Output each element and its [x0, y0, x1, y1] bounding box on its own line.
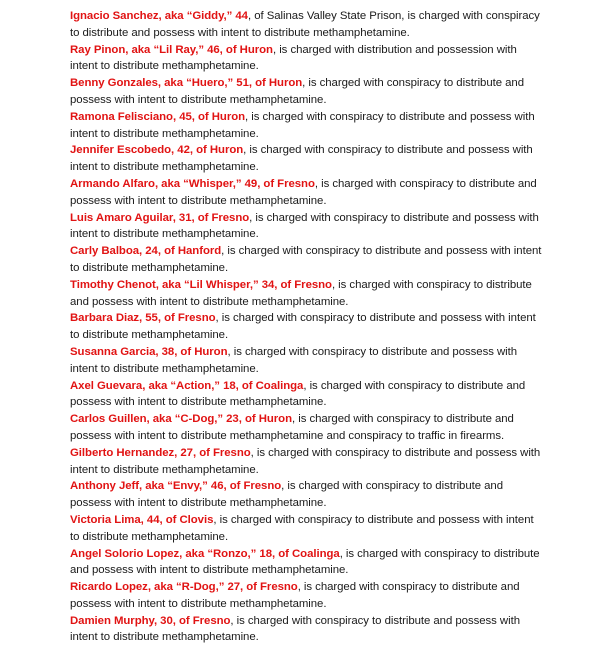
defendant-name: Ray Pinon, aka “Lil Ray,” 46, of Huron — [70, 43, 273, 56]
charge-text: , is charged with conspiracy to distribute and possess with intent to distribute methamphetamine. — [70, 177, 537, 207]
charge-text: , is charged with conspiracy to distribute and possess with intent to distribute methamphetamine. — [70, 312, 536, 342]
charge-text: , is charged with conspiracy to distribute and possess with intent to distribute methamphetamine. — [70, 245, 542, 274]
defendant-name: Carlos Guillen, aka “C-Dog,” 23, of Huron — [70, 413, 292, 426]
charge-text: , is charged with conspiracy to distribute and possess with intent to distribute methamphetamine. — [70, 379, 526, 409]
defendant-name: Damien Murphy, 30, of Fresno — [70, 614, 231, 627]
list-item — [70, 512, 542, 546]
list-item — [70, 310, 542, 344]
charge-text: , is charged with conspiracy to distribute and possess with intent to distribute methamphetamine. — [70, 144, 533, 174]
defendant-name: Armando Alfaro, aka “Whisper,” 49, of Fresno — [70, 177, 315, 190]
charge-text: , is charged with conspiracy to distribute and possess with intent to distribute methamphetamine. — [70, 513, 534, 543]
defendant-name: Jennifer Escobedo, 42, of Huron — [70, 144, 244, 157]
defendant-name: Anthony Jeff, aka “Envy,” 46, of Fresno — [70, 480, 282, 493]
charge-text: , is charged with conspiracy to distribute and possess with intent to distribute methamphetamine. — [70, 110, 535, 140]
list-item — [70, 478, 542, 512]
defendant-name: Timothy Chenot, aka “Lil Whisper,” 34, of Fresno — [70, 278, 332, 291]
charge-text: , is charged with conspiracy to distribute and possess with intent to distribute methamphetamine. — [70, 77, 524, 106]
list-item — [70, 411, 542, 445]
list-item — [70, 579, 542, 613]
charge-text: , of Salinas Valley State Prison, is charged with conspiracy to distribute and possess with intent to distribute methamphetamine. — [70, 10, 540, 39]
defendant-name: Benny Gonzales, aka “Huero,” 51, of Huron — [70, 77, 303, 90]
list-item — [70, 243, 542, 277]
defendant-name: Gilberto Hernandez, 27, of Fresno — [70, 446, 251, 459]
list-item — [70, 42, 542, 76]
charge-text: , is charged with conspiracy to distribute and possess with intent to distribute methamphetamine and conspiracy to traffic in firearms. — [70, 413, 514, 442]
defendant-name: Carly Balboa, 24, of Hanford — [70, 245, 222, 258]
charge-text: , is charged with conspiracy to distribute and possess with intent to distribute methamphetamine. — [70, 547, 540, 577]
charge-text: , is charged with distribution and possession with intent to distribute methamphetamine. — [70, 43, 517, 73]
charge-text: , is charged with conspiracy to distribute and possess with intent to distribute methamphetamine. — [70, 614, 520, 644]
list-item — [70, 75, 542, 109]
list-item — [70, 176, 542, 210]
defendant-name: Victoria Lima, 44, of Clovis — [70, 513, 214, 526]
charge-text: , is charged with conspiracy to distribute and possess with intent to distribute methamphetamine. — [70, 446, 541, 476]
list-item — [70, 210, 542, 244]
list-item — [70, 445, 542, 479]
defendant-name: Axel Guevara, aka “Action,” 18, of Coalinga — [70, 379, 304, 392]
list-item — [70, 378, 542, 412]
list-item — [70, 8, 542, 42]
charge-text: , is charged with conspiracy to distribute and possess with intent to distribute methamphetamine. — [70, 480, 503, 510]
defendant-name: Barbara Diaz, 55, of Fresno — [70, 312, 216, 325]
defendant-name: Ramona Felisciano, 45, of Huron — [70, 110, 246, 123]
list-item — [70, 142, 542, 176]
defendant-name: Ricardo Lopez, aka “R-Dog,” 27, of Fresno — [70, 581, 298, 594]
list-item — [70, 109, 542, 143]
list-item — [70, 277, 542, 311]
charge-text: , is charged with conspiracy to distribute and possess with intent to distribute methamphetamine. — [70, 211, 539, 241]
charge-text: , is charged with conspiracy to distribute and possess with intent to distribute methamphetamine. — [70, 345, 518, 375]
defendant-name: Angel Solorio Lopez, aka “Ronzo,” 18, of Coalinga — [70, 547, 340, 560]
list-item — [70, 613, 542, 647]
defendant-name: Luis Amaro Aguilar, 31, of Fresno — [70, 211, 250, 224]
charge-text: , is charged with conspiracy to distribute and possess with intent to distribute methamphetamine. — [70, 278, 532, 308]
charge-text: , is charged with conspiracy to distribute and possess with intent to distribute methamphetamine. — [70, 581, 520, 610]
defendant-name: Susanna Garcia, 38, of Huron — [70, 345, 228, 358]
defendant-name: Ignacio Sanchez, aka “Giddy,” 44 — [70, 10, 248, 22]
list-item — [70, 344, 542, 378]
list-item — [70, 546, 542, 580]
defendants-list — [70, 8, 542, 646]
